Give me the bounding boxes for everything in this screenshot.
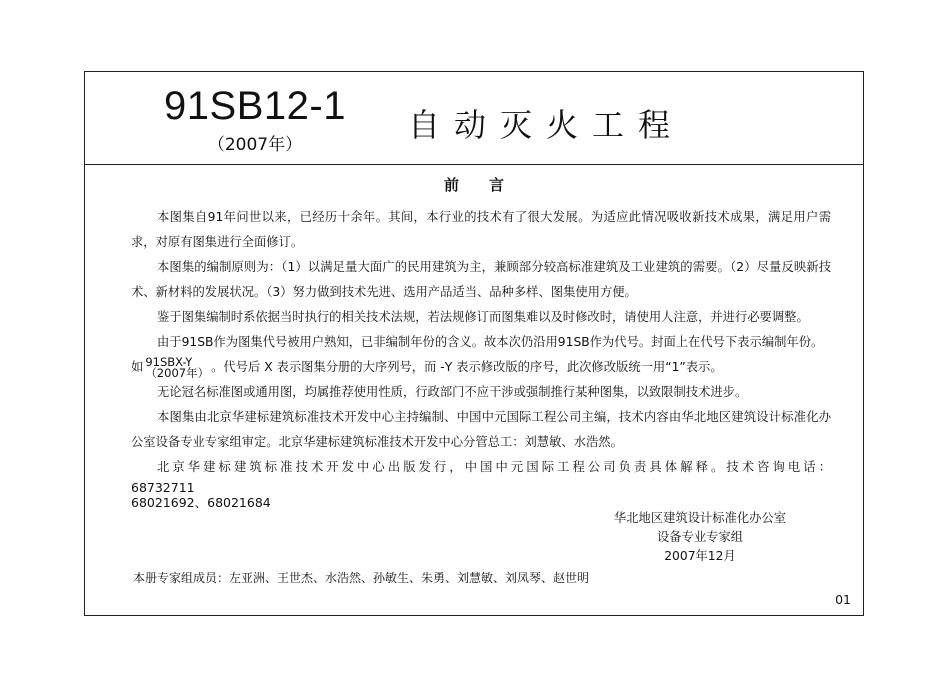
preface-body bbox=[131, 205, 831, 510]
expert-members: 本册专家组成员：左亚洲、王世杰、水浩然、孙敏生、朱勇、刘慧敏、刘凤琴、赵世明 bbox=[133, 571, 590, 585]
paragraph-code-example: 如 91SBX-Y （2007年） 。代号后 X 表示图集分册的大序列号，而 -Y 表示修改版的序号，此次修改版统一用“1”表示。 bbox=[131, 354, 723, 380]
signoff-block bbox=[585, 509, 815, 566]
page-number: 01 bbox=[835, 592, 851, 607]
preface-heading: 前言 bbox=[443, 176, 534, 194]
paragraph-compilers: 本图集由北京华建标建筑标准技术开发中心主持编制、中国中元国际工程公司主编，技术内容由华北地区建筑设计标准化办公室设备专业专家组审定。北京华建标建筑标准技术开发中心分管总工：刘慧敏、水浩然。 bbox=[131, 410, 831, 449]
title-block bbox=[85, 72, 863, 165]
signoff-group: 设备专业专家组 bbox=[656, 530, 744, 544]
paragraph-contact: 北京华建标建筑标准技术开发中心出版发行，中国中元国际工程公司负责具体解释。技术咨询电话： 68732711 68021692、68021684 bbox=[131, 460, 831, 510]
atlas-code: 91SB12-1 bbox=[164, 84, 346, 128]
paragraph-recommendation: 无论冠名标准图或通用图，均属推荐使用性质，行政部门不应干涉或强制推行某种图集，以致限制技术进步。 bbox=[157, 385, 748, 399]
code-example-stack: 91SBX-Y （2007年） bbox=[145, 354, 210, 380]
phone-2: 68021692、68021684 bbox=[131, 495, 271, 510]
paragraph-history: 本图集自91年问世以来，已经历十余年。其间，本行业的技术有了很大发展。为适应此情况吸收新技术成果，满足用户需求，对原有图集进行全面修订。 bbox=[131, 210, 831, 249]
signoff-date: 2007年12月 bbox=[664, 549, 736, 563]
phone-1: 68732711 bbox=[131, 480, 195, 495]
paragraph-regulations: 鉴于图集编制时系依据当时执行的相关技术法规，若法规修订而图集难以及时修改时，请使用人注意，并进行必要调整。 bbox=[157, 310, 809, 324]
phone-numbers bbox=[131, 480, 271, 510]
paragraph-principles: 本图集的编制原则为：（1）以满足量大面广的民用建筑为主，兼顾部分较高标准建筑及工业建筑的需要。（2）尽量反映新技术、新材料的发展状况。（3）努力做到技术先进、选用产品适当、品种多样、图集使用方便。 bbox=[131, 260, 831, 299]
edition-year: （2007年） bbox=[207, 135, 303, 155]
paragraph-code-naming: 由于91SB作为图集代号被用户熟知，已非编制年份的含义。故本次仍沿用91SB作为代号。封面上在代号下表示编制年份。 bbox=[157, 335, 824, 349]
document-title: 自动灭火工程 bbox=[408, 106, 685, 144]
document-frame bbox=[84, 71, 864, 616]
signoff-org: 华北地区建筑设计标准化办公室 bbox=[613, 511, 787, 525]
